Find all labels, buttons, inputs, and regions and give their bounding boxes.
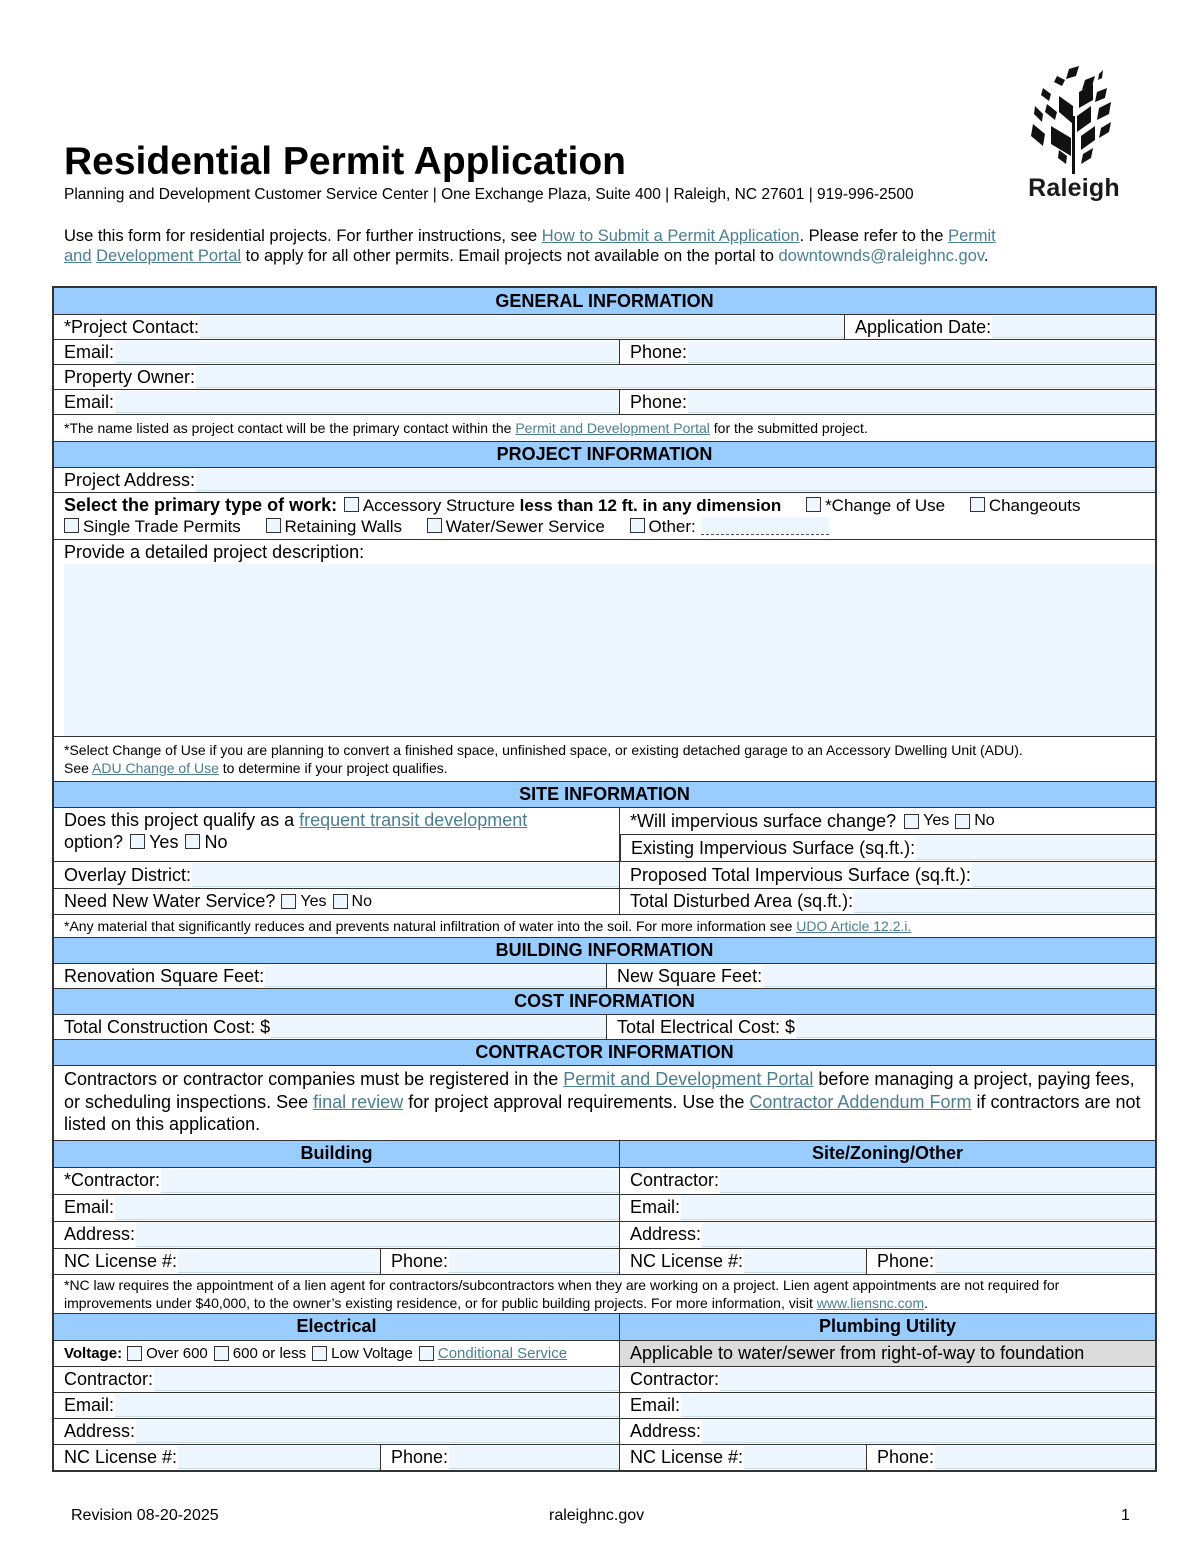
site-address-field[interactable] [702,1223,1155,1247]
general-information-header: GENERAL INFORMATION [54,288,1155,314]
intro-paragraph [64,226,1074,266]
option-label: Accessory Structure [362,496,520,515]
instructions-text: before managing a project, paying fees, or scheduling inspections. See [64,1069,1135,1112]
property-owner-row [54,365,1155,389]
plumbing-applicability-note: Applicable to water/sewer from right-of-way to foundation [619,1341,1155,1366]
field-label: Address: [630,1224,702,1244]
final-review-link[interactable]: final review [313,1091,404,1112]
water-service-label: Need New Water Service? [64,891,276,911]
electrical-cost-field[interactable] [796,1016,1155,1038]
site-license-row [619,1249,866,1274]
field-label: NC License #: [630,1250,744,1271]
option-label: *Change of Use [825,496,946,515]
project-contact-note [54,414,1155,441]
owner-phone-field[interactable] [688,391,1155,413]
project-address-field[interactable] [196,469,1155,491]
field-label: Contractor: [630,1368,720,1389]
option-label: Changeouts [988,496,1081,515]
option-label: Water/Sewer Service [445,517,605,536]
building-address-field[interactable] [136,1223,619,1247]
yes-label: Yes [300,892,327,910]
cost-information-header: COST INFORMATION [54,988,1155,1014]
existing-impervious-row [620,834,1155,861]
site-phone-row [866,1249,1155,1274]
new-sqft-field[interactable] [763,965,1155,987]
construction-cost-label: Total Construction Cost: $ [64,1016,271,1037]
over-600-checkbox[interactable] [127,1346,142,1361]
proposed-impervious-row [619,862,1155,888]
option-label: Retaining Walls [284,517,403,536]
question-text: option? [64,832,124,852]
footer-website: raleighnc.gov [549,1507,645,1524]
electrical-address-field[interactable] [136,1420,619,1443]
work-type-selector [54,493,1155,539]
contractor-instructions [54,1065,1155,1140]
impervious-yes-checkbox[interactable] [904,814,919,829]
electrical-cost-label: Total Electrical Cost: $ [617,1016,796,1037]
site-phone-field[interactable] [935,1250,1155,1273]
owner-email-label: Email: [64,391,115,412]
lien-agent-note [54,1274,1155,1313]
other-work-field[interactable] [701,517,829,535]
site-address-row [619,1222,1155,1248]
plumbing-email-row [619,1393,1155,1418]
new-sqft-label: New Square Feet: [617,965,763,986]
disturbed-area-row [619,889,1155,914]
contact-email-field[interactable] [115,341,619,363]
water-service-row [54,889,619,914]
field-label: NC License #: [64,1446,178,1467]
revision-date: Revision 08-20-2025 [71,1507,219,1524]
application-date-label: Application Date: [855,316,992,337]
note-text: *The name listed as project contact will be the primary contact within the [64,420,516,436]
building-contractor-row [54,1168,619,1194]
low-voltage-checkbox[interactable] [312,1346,327,1361]
project-address-label: Project Address: [64,469,196,490]
electrical-address-row [54,1419,619,1444]
accessory-structure-checkbox[interactable] [344,497,359,512]
adu-change-of-use-link[interactable]: ADU Change of Use [92,760,219,776]
electrical-license-row [54,1445,380,1470]
site-email-row [619,1195,1155,1221]
building-contractor-header: Building [54,1141,619,1167]
owner-email-row [54,390,619,414]
plumbing-contractor-field[interactable] [720,1368,1155,1391]
option-label: Over 600 [146,1344,208,1362]
existing-impervious-field[interactable] [916,836,1155,860]
portal-link[interactable]: Permit and Development Portal [515,420,710,436]
plumbing-contractor-row [619,1367,1155,1392]
contractor-addendum-link[interactable]: Contractor Addendum Form [749,1091,972,1112]
note-text: *NC law requires the appointment of a lien agent for contractors/subcontractors when they are working on a project. Lien agent appointments are not required for improvements under $40,000, to the owner’s existing residence, or for public building projects. For more information, visit [64,1276,1060,1311]
note-text: for the submitted project. [709,420,868,436]
water-no-checkbox[interactable] [333,894,348,909]
overlay-district-row [54,862,619,888]
field-label: Phone: [391,1446,449,1467]
tree-icon [1029,66,1119,178]
site-information-header: SITE INFORMATION [54,781,1155,807]
no-label: No [351,892,372,910]
field-label: Address: [630,1420,702,1441]
600-or-less-checkbox[interactable] [214,1346,229,1361]
page-title: Residential Permit Application [64,140,626,183]
transit-question [54,808,619,861]
office-address: Planning and Development Customer Service Center | One Exchange Plaza, Suite 400 | Raleigh, NC 27601 | 919-996-2500 [64,186,914,203]
change-of-use-checkbox[interactable] [806,497,821,512]
portal-link-part1[interactable]: Permit [948,227,996,245]
renovation-sqft-row [54,964,606,988]
plumbing-license-row [619,1445,866,1470]
impervious-change-label: *Will impervious surface change? [630,810,897,831]
application-date-field[interactable] [992,316,1155,338]
site-contractor-header: Site/Zoning/Other [619,1141,1155,1167]
option-label: Single Trade Permits [83,517,241,536]
voltage-label: Voltage: [64,1344,123,1362]
portal-link[interactable]: Permit and Development Portal [563,1069,814,1089]
field-label: Phone: [877,1446,935,1467]
owner-phone-label: Phone: [630,391,688,412]
field-label: Email: [630,1394,681,1415]
project-contact-field[interactable] [200,316,844,338]
intro-text: Use this form for residential projects. For further instructions, see [64,227,542,245]
site-contractor-field[interactable] [720,1169,1155,1193]
contact-email-row [54,340,619,364]
electrical-contractor-row [54,1367,619,1392]
portal-link-part2[interactable]: and [64,247,92,265]
option-label-bold: less than 12 ft. in any dimension [519,496,782,515]
changeouts-checkbox[interactable] [970,497,985,512]
field-label: Phone: [877,1250,935,1271]
building-contractor-field[interactable] [161,1169,619,1193]
field-label: Phone: [391,1250,449,1271]
conditional-service-link[interactable]: Conditional Service [437,1344,568,1362]
plumbing-phone-row [866,1445,1155,1470]
electrical-cost-row [606,1015,1155,1039]
building-email-row [54,1195,619,1221]
work-type-label: Select the primary type of work: [64,495,338,515]
construction-cost-field[interactable] [271,1016,606,1038]
building-license-row [54,1249,380,1274]
project-contact-label: *Project Contact: [64,316,200,337]
voltage-selector [54,1341,619,1366]
proposed-impervious-field[interactable] [972,863,1155,887]
building-phone-row [380,1249,619,1274]
instructions-text: if contractors are not listed on this application. [64,1091,1141,1134]
project-description-label: Provide a detailed project description: [64,542,365,562]
contact-phone-field[interactable] [688,341,1155,363]
intro-text: to apply for all other permits. Email projects not available on the portal to [241,247,779,265]
new-sqft-row [606,964,1155,988]
option-label: 600 or less [232,1344,307,1362]
intro-text: . [983,247,989,265]
project-contact-row [54,315,844,339]
plumbing-email-field[interactable] [681,1394,1155,1417]
renovation-sqft-field[interactable] [265,965,606,987]
plumbing-license-field[interactable] [744,1446,866,1469]
yes-label: Yes [923,812,950,829]
plumbing-address-row [619,1419,1155,1444]
note-text: . [924,1294,929,1311]
field-label: NC License #: [64,1250,178,1271]
overlay-district-label: Overlay District: [64,864,192,885]
contact-phone-label: Phone: [630,341,688,362]
electrical-phone-field[interactable] [449,1446,619,1469]
building-email-field[interactable] [115,1196,619,1220]
note-text: See [64,760,93,776]
question-text: Does this project qualify as a [64,810,300,830]
field-label: Email: [64,1197,115,1217]
no-label: No [974,812,995,829]
plumbing-address-field[interactable] [702,1420,1155,1443]
other-checkbox[interactable] [630,518,645,533]
option-label: Low Voltage [331,1344,413,1362]
overlay-district-field[interactable] [192,863,619,887]
renovation-sqft-label: Renovation Square Feet: [64,965,265,986]
field-label: Address: [64,1420,136,1441]
field-label: Email: [64,1394,115,1415]
change-of-use-note [54,736,1155,781]
no-label: No [204,832,228,852]
building-address-row [54,1222,619,1248]
contact-phone-row [619,340,1155,364]
construction-cost-row [54,1015,606,1039]
site-license-field[interactable] [744,1250,866,1273]
note-text: *Any material that significantly reduces and prevents natural infiltration of water into the soil. For more information see [64,918,797,934]
impervious-note [54,914,1155,937]
site-email-field[interactable] [681,1196,1155,1220]
contractor-information-header: CONTRACTOR INFORMATION [54,1039,1155,1065]
liensnc-link[interactable]: www.liensnc.com [816,1294,925,1311]
single-trade-permits-checkbox[interactable] [64,518,79,533]
application-date-row [844,315,1155,339]
contact-email-label: Email: [64,341,115,362]
permit-form [52,286,1157,1472]
page-number: 1 [1121,1507,1130,1524]
raleigh-logo [1020,66,1128,211]
field-label: *Contractor: [64,1170,161,1190]
building-information-header: BUILDING INFORMATION [54,937,1155,963]
note-text: to determine if your project qualifies. [218,760,448,776]
instructions-text: for project approval requirements. Use the [403,1091,750,1112]
logo-wordmark: Raleigh [1028,174,1120,202]
instructions-text: Contractors or contractor companies must be registered in the [64,1069,564,1089]
field-label: Contractor: [64,1368,154,1389]
plumbing-phone-field[interactable] [935,1446,1155,1469]
water-sewer-service-checkbox[interactable] [427,518,442,533]
electrical-license-field[interactable] [178,1446,380,1469]
building-license-field[interactable] [178,1250,380,1273]
project-information-header: PROJECT INFORMATION [54,441,1155,467]
udo-article-link[interactable]: UDO Article 12.2.i. [796,918,912,934]
electrical-email-row [54,1393,619,1418]
impervious-no-checkbox[interactable] [955,814,970,829]
email-link[interactable]: downtownds@raleighnc.gov [778,247,984,265]
how-to-submit-link[interactable]: How to Submit a Permit Application [541,227,800,245]
yes-label: Yes [149,832,179,852]
project-address-row [54,468,1155,492]
transit-yes-checkbox[interactable] [130,834,145,849]
existing-impervious-label: Existing Impervious Surface (sq.ft.): [631,837,916,858]
property-owner-label: Property Owner: [64,366,196,387]
project-description-field[interactable] [64,564,1155,736]
electrical-contractor-header: Electrical [54,1314,619,1340]
option-label: Other: [648,517,696,536]
conditional-service-checkbox[interactable] [419,1346,434,1361]
frequent-transit-link[interactable]: frequent transit development [299,810,528,830]
water-yes-checkbox[interactable] [281,894,296,909]
field-label: Email: [630,1197,681,1217]
impervious-change-row [620,808,1155,834]
note-text: *Select Change of Use if you are planning to convert a finished space, unfinished space, or existing detached garage to an Accessory Dwelling Unit (ADU). [64,742,1023,758]
building-phone-field[interactable] [449,1250,619,1273]
property-owner-field[interactable] [196,366,1155,388]
field-label: Contractor: [630,1170,720,1190]
intro-text: . Please refer to the [799,227,949,245]
retaining-walls-checkbox[interactable] [266,518,281,533]
field-label: Address: [64,1224,136,1244]
plumbing-contractor-header: Plumbing Utility [619,1314,1155,1340]
owner-phone-row [619,390,1155,414]
field-label: NC License #: [630,1446,744,1467]
proposed-impervious-label: Proposed Total Impervious Surface (sq.ft.): [630,864,971,885]
disturbed-area-field[interactable] [854,890,1155,913]
electrical-contractor-field[interactable] [154,1368,619,1391]
electrical-phone-row [380,1445,619,1470]
disturbed-area-label: Total Disturbed Area (sq.ft.): [630,891,854,911]
transit-no-checkbox[interactable] [185,834,200,849]
owner-email-field[interactable] [115,391,619,413]
portal-link-part3[interactable]: Development Portal [96,247,242,265]
electrical-email-field[interactable] [115,1394,619,1417]
site-contractor-row [619,1168,1155,1194]
